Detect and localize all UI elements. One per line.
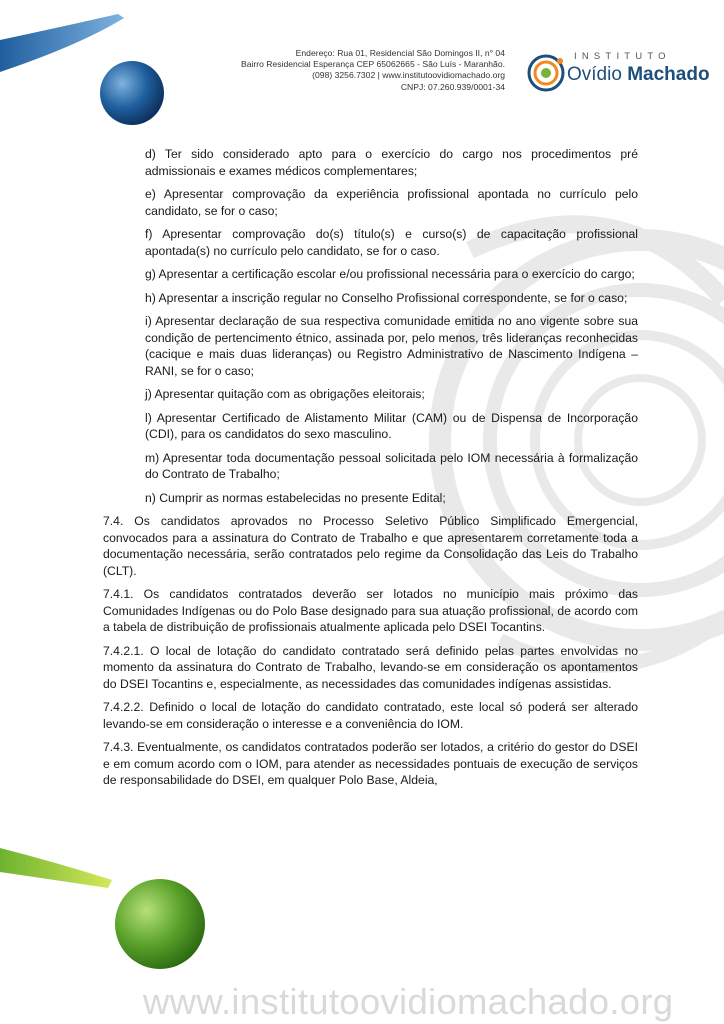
institute-logo [524,45,714,100]
green-sphere [115,879,205,969]
requirement-item-d: d) Ter sido considerado apto para o exercício do cargo nos procedimentos pré admissionais e exames médicos complementares; [145,147,638,178]
clause-7-4-1: 7.4.1. Os candidatos contratados deverão ser lotados no município mais próximo das Comunidades Indígenas ou do Polo Base designado para sua atuação profissional, de acordo com a tabela de distribuição de profissionais atualmente aplicada pelo DSEI Tocantins. [103,587,638,634]
clause-7-4: 7.4. Os candidatos aprovados no Processo Seletivo Público Simplificado Emergencial, convocados para a assinatura do Contrato de Trabalho e que apresentarem corretamente toda a documentação necessária, serão contratados pelo regime da Consolidação das Leis do Trabalho (CLT). [103,514,638,578]
requirement-item-j: j) Apresentar quitação com as obrigações eleitorais; [145,387,425,401]
requirement-item-g: g) Apresentar a certificação escolar e/ou profissional necessária para o exercício do cargo; [145,267,635,281]
top-swoosh [0,14,124,72]
header-address [200,48,505,93]
cnpj-line: CNPJ: 07.260.939/0001-34 [400,81,505,92]
requirement-item-n: n) Cumprir as normas estabelecidas no presente Edital; [145,490,446,505]
clause-7-4-3: 7.4.3. Eventualmente, os candidatos contratados poderão ser lotados, a critério do gestor do DSEI e em comum acordo com o IOM, para atender as necessidades pontuais de execução de serviços de responsabilidade do DSEI, em qualquer Polo Base, Aldeia, [103,740,638,787]
logo-name [567,64,710,86]
address-line: Bairro Residencial Esperança CEP 65062665 - São Luís - Maranhão. [240,59,505,70]
logo-emblem-icon [524,51,568,95]
requirement-item-f: f) Apresentar comprovação do(s) título(s) e curso(s) de capacitação profissional apontada(s) no currículo pelo candidato, se for o caso. [145,227,638,258]
requirement-item-m: m) Apresentar toda documentação pessoal solicitada pelo IOM necessária à formalização do Contrato de Trabalho; [145,450,638,481]
requirement-item-e: e) Apresentar comprovação da experiência profissional apontada no currículo pelo candidato, se for o caso; [145,187,638,218]
requirement-item-l: l) Apresentar Certificado de Alistamento Militar (CAM) ou de Dispensa de Incorporação (CDI), para os candidatos do sexo masculino. [145,410,638,441]
blue-sphere [100,61,164,125]
requirement-item-h: h) Apresentar a inscrição regular no Conselho Profissional correspondente, se for o caso; [145,290,628,305]
clause-7-4-2-2: 7.4.2.2. Definido o local de lotação do candidato contratado, este local só poderá ser alterado levando-se em consideração o interesse e a conveniência do IOM. [103,700,638,731]
clause-7-4-2-1: 7.4.2.1. O local de lotação do candidato contratado será definido pelas partes envolvidas no momento da assinatura do Contrato de Trabalho, levando-se em consideração os apontamentos do DSEI Tocantins e, especialmente, as necessidades das comunidades indígenas assistidas. [103,643,638,691]
document-body [0,146,724,796]
address-line: Endereço: Rua 01, Residencial São Domingos II, n° 04 [295,48,505,58]
requirement-item-i: i) Apresentar declaração de sua respectiva comunidade emitida no ano vigente sobre sua condição de pertencimento étnico, assinada por, pelo menos, três lideranças reconhecidas (cacique e mais duas lideranças) ou Registro Administrativo de Nascimento Indígena – RANI, se for o caso; [145,314,638,378]
logo-institute-label: INSTITUTO [574,51,671,62]
bottom-swoosh [0,848,112,888]
contact-line: (098) 3256.7302 | www.institutoovidiomachado.org [312,70,505,81]
logo-name-regular: Ovídio [567,64,622,85]
logo-name-bold: Machado [627,64,710,85]
footer-watermark-url: www.institutoovidiomachado.org [143,981,674,1022]
